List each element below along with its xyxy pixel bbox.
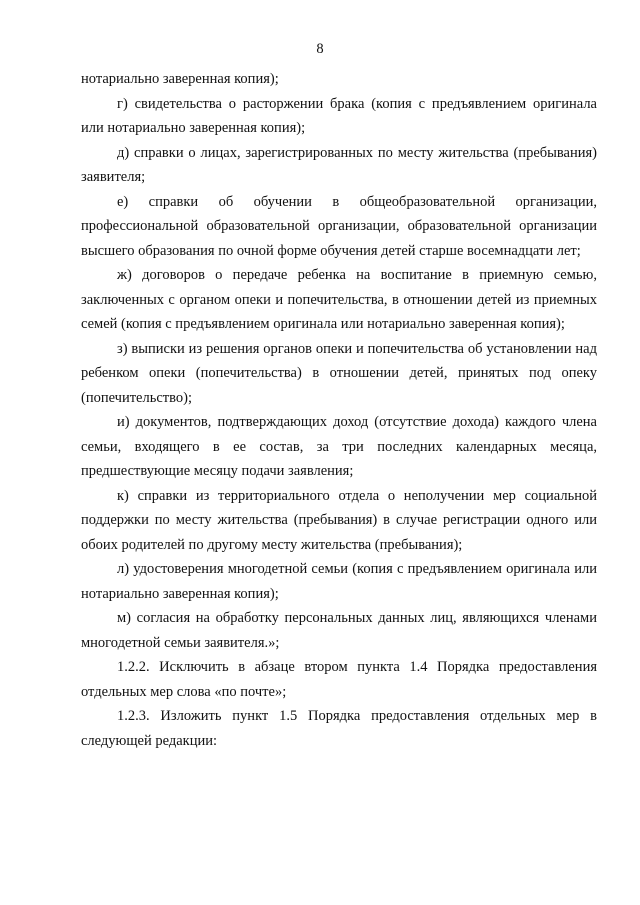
paragraph-clause-1-2-2: 1.2.2. Исключить в абзаце втором пункта 1.4 Порядка предоставления отдельных мер слова «по почте»;: [81, 659, 597, 700]
paragraph-clause-1-2-3: 1.2.3. Изложить пункт 1.5 Порядка предоставления отдельных мер в следующей редакции:: [81, 708, 597, 749]
paragraph-item-z: з) выписки из решения органов опеки и попечительства об установлении над ребенком опеки (попечительства) в отношении детей, принятых под опеку (попечительство);: [81, 340, 597, 406]
paragraph-item-m: м) согласия на обработку персональных данных лиц, являющихся членами многодетной семьи заявителя.»;: [81, 610, 597, 651]
document-body: [81, 67, 597, 753]
paragraph-item-l: л) удостоверения многодетной семьи (копия с предъявлением оригинала или нотариально заверенная копия);: [81, 561, 597, 602]
page-number: 8: [316, 41, 324, 57]
paragraph-item-g: г) свидетельства о расторжении брака (копия с предъявлением оригинала или нотариально заверенная копия);: [81, 95, 597, 136]
paragraph-item-d: д) справки о лицах, зарегистрированных по месту жительства (пребывания) заявителя;: [81, 144, 597, 185]
paragraph-continuation: нотариально заверенная копия);: [81, 71, 279, 87]
paragraph-item-k: к) справки из территориального отдела о неполучении мер социальной поддержки по месту жительства (пребывания) в случае регистрации одного или обоих родителей по другому месту жительства (пребывания);: [81, 487, 597, 553]
paragraph-item-i: и) документов, подтверждающих доход (отсутствие дохода) каждого члена семьи, входящего в ее состав, за три последних календарных месяца, предшествующие месяцу подачи заявления;: [81, 414, 597, 479]
paragraph-item-e: е) справки об обучении в общеобразовательной организации, профессиональной образовательной организации, образовательной организации высшего образования по очной форме обучения детей старше восемнадцати лет;: [81, 193, 597, 259]
paragraph-item-zh: ж) договоров о передаче ребенка на воспитание в приемную семью, заключенных с органом опеки и попечительства, в отношении детей из приемных семей (копия с предъявлением оригинала или нотариально заверенная копия);: [81, 267, 597, 332]
